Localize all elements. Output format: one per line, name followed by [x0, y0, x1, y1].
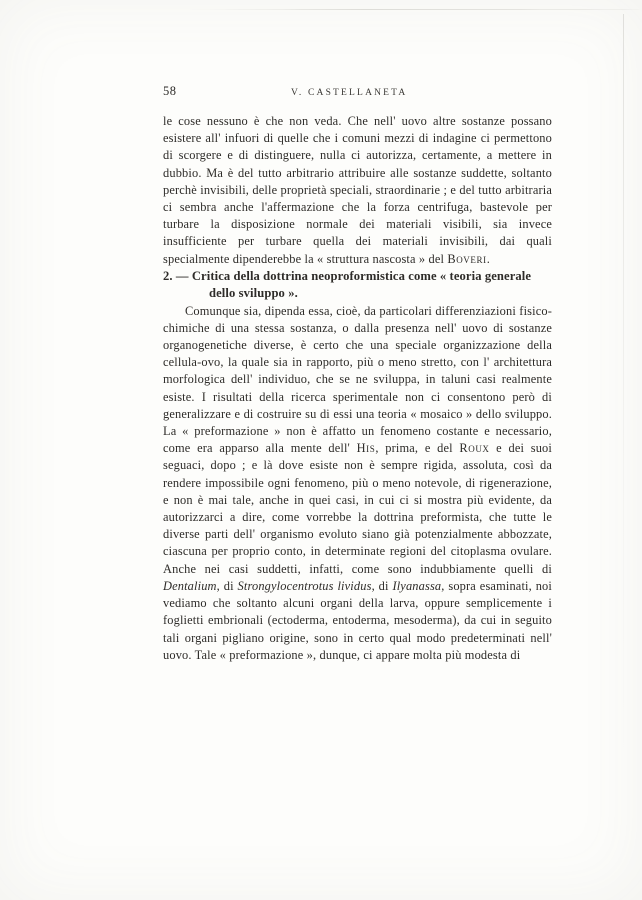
paragraph-continuation: le cose nessuno è che non veda. Che nell' uovo altre sostanze possano esistere all' infuori di quelle che i comuni mezzi di indagine ci permettono di scorgere e di distinguere, nulla ci autorizza, certamente, a mettere in dubbio. Ma è del tutto arbitrario attribuire alle sostanze suddette, soltanto perchè invisibili, delle proprietà speciali, straordinarie ; e del tutto arbitraria ci sembra anche l'affermazione che la forza centrifuga, bastevole per turbare la disposizione normale dei materiali visibili, sia invece insufficiente per turbare quella dei materiali invisibili, dai quali specialmente dipenderebbe la « struttura nascosta » del Boveri. [163, 114, 552, 266]
scan-artifact-right-edge [623, 14, 624, 780]
running-title: V. CASTELLANETA [290, 88, 408, 98]
page-header [163, 84, 552, 99]
scan-artifact-top-edge [180, 9, 642, 10]
section-heading: 2. — Critica della dottrina neoproformistica come « teoria generale dello sviluppo ». [163, 268, 532, 301]
paragraph-main: Comunque sia, dipenda essa, cioè, da particolari differenziazioni fisico-chimiche di una stessa sostanza, o dalla presenza nell' uovo di sostanze organogenetiche diverse, è certo che una speciale organizzazione della cellula-ovo, la quale sia in rapporto, più o meno stretto, con l' architettura morfologica dell' individuo, che se ne sviluppa, in taluni casi realmente esiste. I risultati della ricerca sperimentale non ci consentono però di generalizzare e di costruire su di essi una teoria « mosaico » dello sviluppo. La « preformazione » non è affatto un fenomeno costante e necessario, come era apparso alla mente dell' His, prima, e del Roux e dei suoi seguaci, dopo ; e là dove esiste non è sempre rigida, assoluta, così da rendere impossibile ogni fenomeno, più o meno notevole, di rigenerazione, e non è mai tale, anche in quei casi, in cui ci si mostra più evidente, da autorizzarci a dire, come vorrebbe la dottrina preformista, che tutte le diverse parti dell' organismo evoluto siano già potenzialmente abbozzate, ciascuna per proprio conto, in determinate regioni del citoplasma ovulare. Anche nei casi suddetti, infatti, come sono indubbiamente quelli di Dentalium, di Strongylocentrotus lividus, di Ilyanassa, sopra esaminati, noi vediamo che soltanto alcuni organi della larva, oppure semplicemente i foglietti embrionali (ectoderma, entoderma, mesoderma), da cui in seguito tali organi pigliano origine, sono in certo qual modo predeterminati nell' uovo. Tale « preformazione », dunque, ci appare molta più modesta di [163, 303, 552, 662]
body-text [163, 113, 552, 664]
text-block [163, 84, 552, 664]
page-number: 58 [163, 84, 177, 98]
